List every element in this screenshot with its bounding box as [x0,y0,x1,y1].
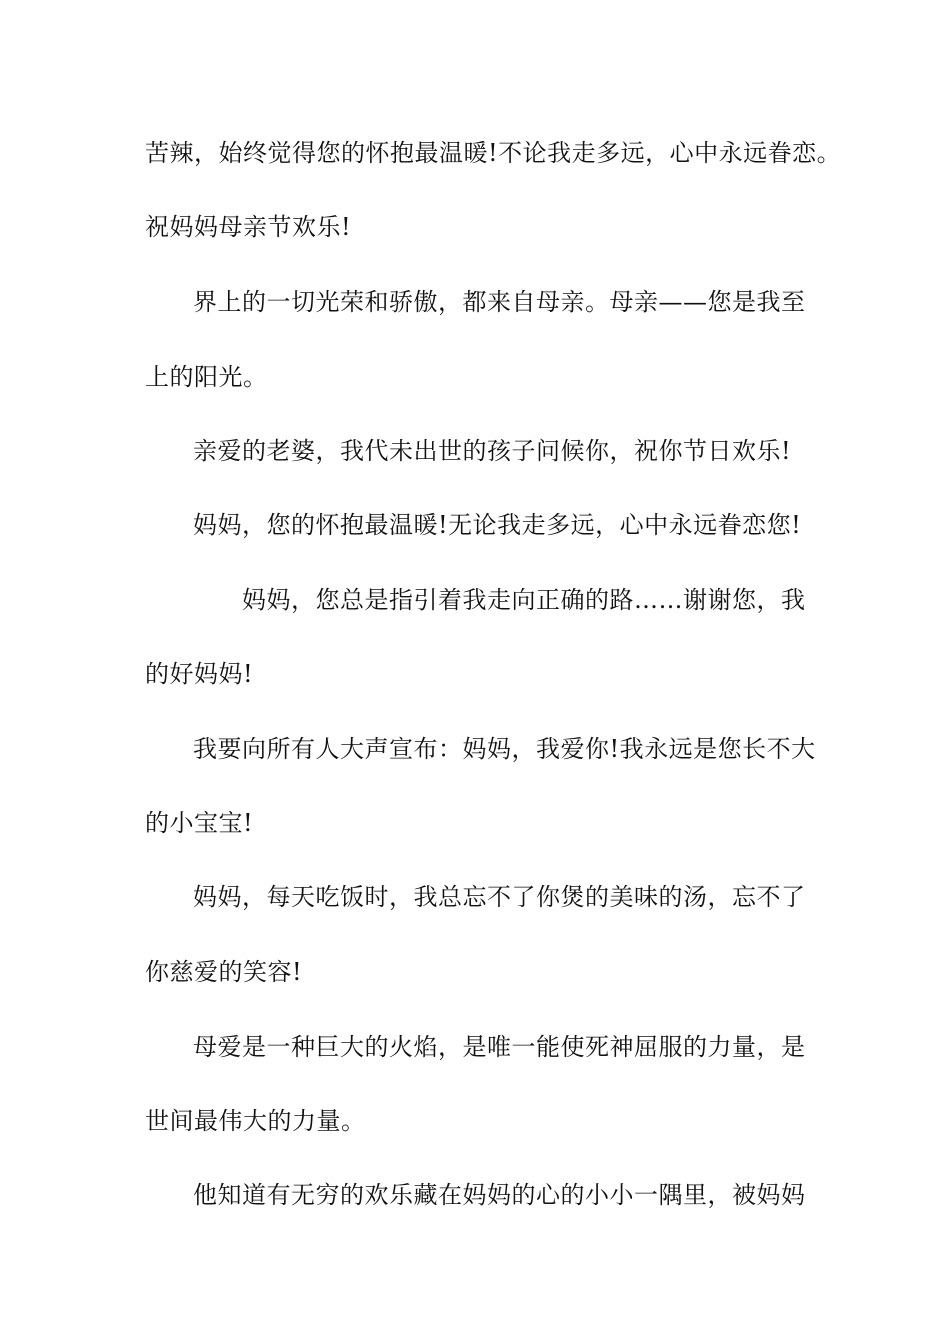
text-line: 妈妈，您的怀抱最温暖!无论我走多远，心中永远眷恋您! [193,511,802,539]
text-line: 世间最伟大的力量。 [145,1107,366,1135]
text-line: 苦辣，始终觉得您的怀抱最温暖!不论我走多远，心中永远眷恋。 [145,139,842,167]
text-line: 界上的一切光荣和骄傲，都来自母亲。母亲——您是我至 [193,288,806,316]
text-line: 上的阳光。 [145,363,268,391]
text-line: 母爱是一种巨大的火焰，是唯一能使死神屈服的力量，是 [193,1033,806,1061]
text-line: 祝妈妈母亲节欢乐! [145,213,352,241]
text-line: 妈妈，每天吃饭时，我总忘不了你煲的美味的汤，忘不了 [193,883,806,911]
text-line: 的好妈妈! [145,660,254,688]
text-line: 你慈爱的笑容! [145,958,303,986]
text-line: 妈妈，您总是指引着我走向正确的路……谢谢您，我 [242,586,806,614]
text-line: 亲爱的老婆，我代未出世的孩子问候你，祝你节日欢乐! [193,437,792,465]
text-line: 他知道有无穷的欢乐藏在妈妈的心的小小一隅里，被妈妈 [193,1181,806,1209]
text-line: 我要向所有人大声宣布：妈妈，我爱你!我永远是您长不大 [193,735,816,763]
text-line: 的小宝宝! [145,809,254,837]
